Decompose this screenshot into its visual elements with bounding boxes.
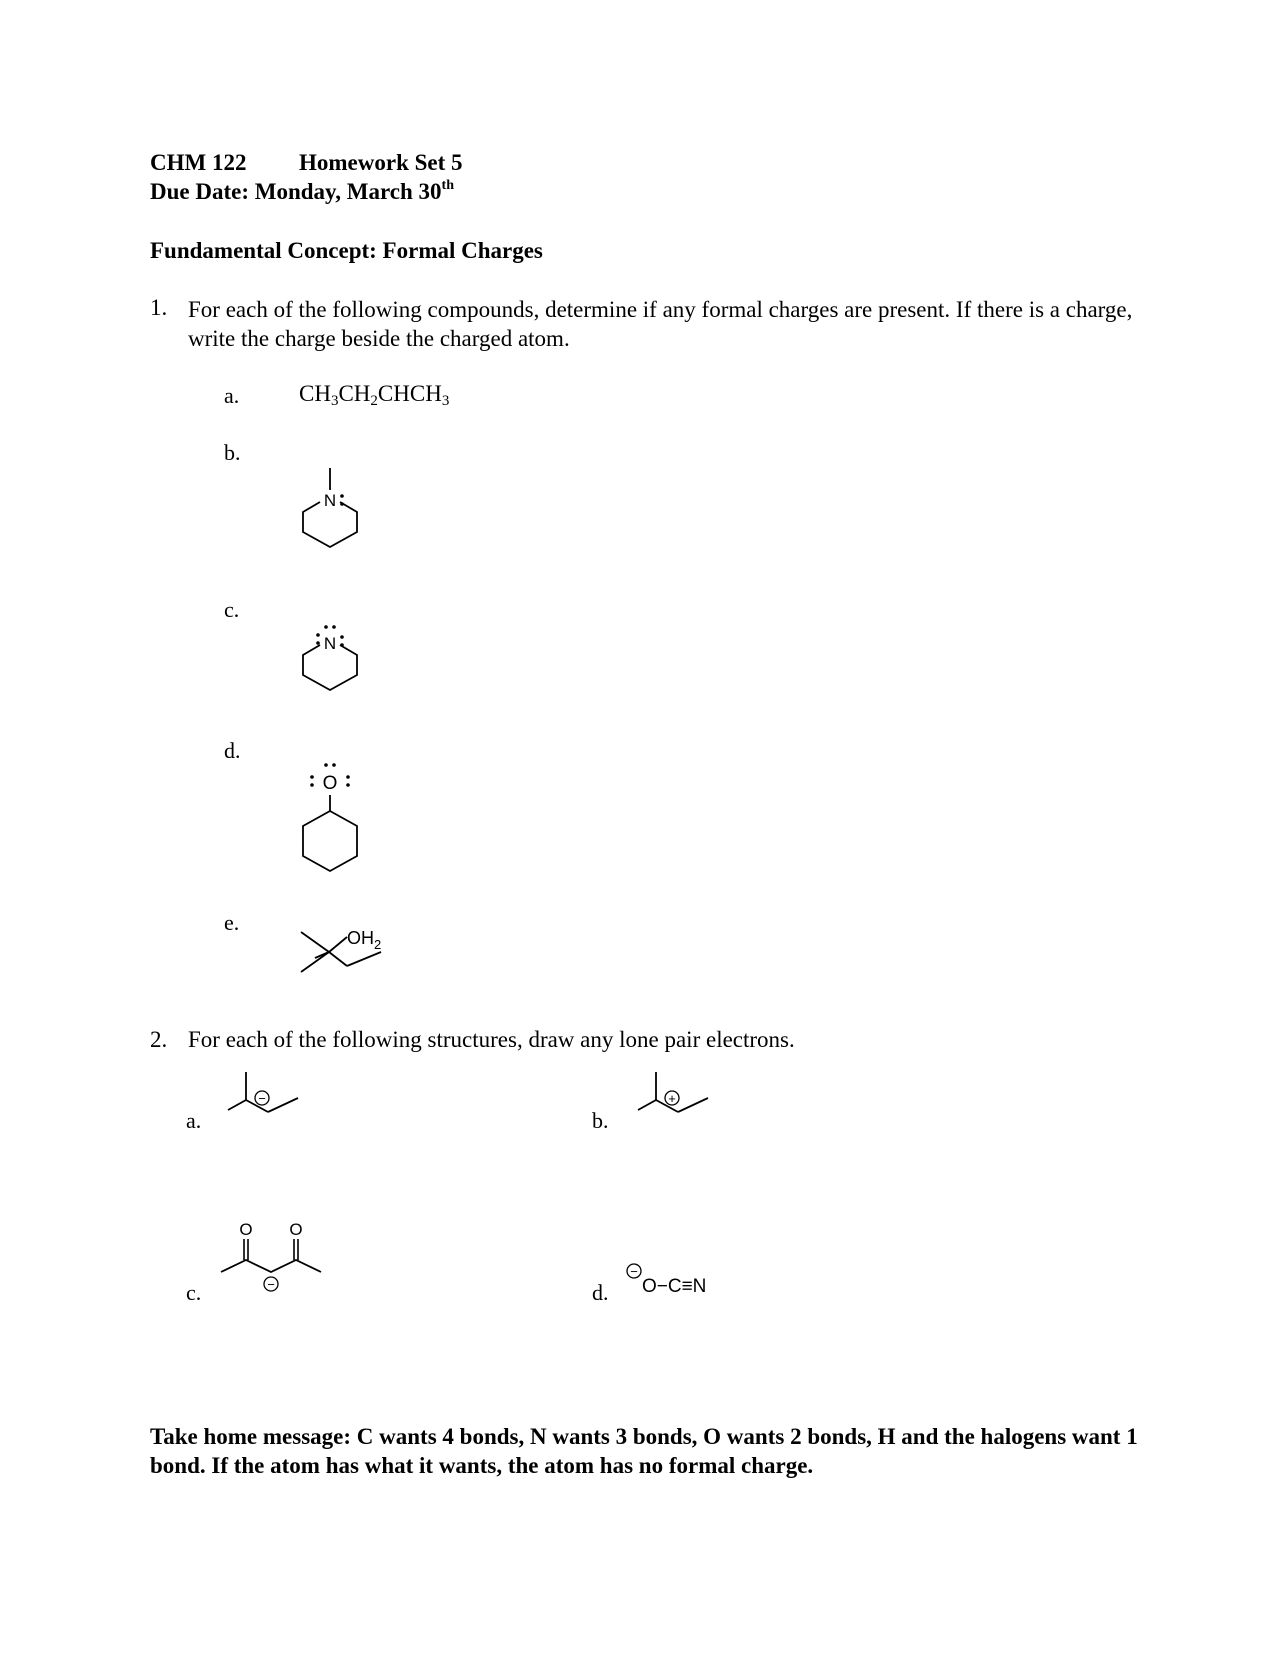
due-date-line — [150, 179, 454, 205]
concept-heading: Fundamental Concept: Formal Charges — [150, 238, 543, 263]
q2a-charge: − — [258, 1091, 266, 1106]
course-code: CHM 122 — [150, 150, 247, 175]
q2-number: 2. — [150, 1027, 168, 1052]
q1a-label: a. — [224, 383, 240, 408]
q1d-structure — [290, 755, 380, 880]
q2c-label: c. — [186, 1280, 202, 1305]
q1-number: 1. — [150, 295, 168, 320]
q2c-oxygen-2: O — [289, 1220, 303, 1239]
q2d-label: d. — [592, 1280, 609, 1305]
q1e-structure — [295, 922, 405, 982]
q1e-hydroxonium: $OH_2$ — [347, 928, 382, 952]
take-home-message: Take home message: C wants 4 bonds, N wants 3 bonds, O wants 2 bonds, H and the halogens want 1 bond. If the atom has what it wants, the atom has no formal charge. — [150, 1424, 1138, 1478]
q2b-charge: + — [668, 1091, 676, 1106]
q1d-label: d. — [224, 738, 241, 763]
q1c-label: c. — [224, 597, 240, 622]
due-date-suffix: th — [441, 178, 454, 193]
q2a-label: a. — [186, 1108, 202, 1133]
due-label: Due Date: — [150, 179, 249, 204]
q2b-label: b. — [592, 1108, 609, 1133]
q1b-structure — [290, 460, 370, 565]
due-date: Monday, March 30 — [254, 179, 442, 204]
homework-title: Homework Set 5 — [299, 150, 463, 175]
q1a-formula: $CH_3CH_2CHCH_3$ — [299, 381, 450, 409]
q2c-oxygen-1: O — [239, 1220, 253, 1239]
q1b-label: b. — [224, 440, 241, 465]
q1d-oxygen: O — [322, 773, 338, 794]
q2d-charge: − — [630, 1264, 638, 1279]
q1c-structure — [290, 615, 370, 710]
q2c-charge: − — [267, 1277, 275, 1292]
q2c-structure — [215, 1218, 330, 1293]
q2b-structure — [632, 1068, 722, 1128]
q1-text: For each of the following compounds, determine if any formal charges are present. If there is a charge, write the charge beside the charged atom. — [188, 297, 1133, 351]
q2d-structure — [622, 1262, 732, 1302]
q2-text: For each of the following structures, draw any lone pair electrons. — [188, 1027, 795, 1052]
q2d-cyanate: O−C≡N — [642, 1276, 707, 1297]
q1b-nitrogen: N — [323, 491, 337, 510]
q2a-structure — [222, 1068, 312, 1128]
q1e-label: e. — [224, 910, 240, 935]
q1c-nitrogen: N — [323, 634, 337, 653]
